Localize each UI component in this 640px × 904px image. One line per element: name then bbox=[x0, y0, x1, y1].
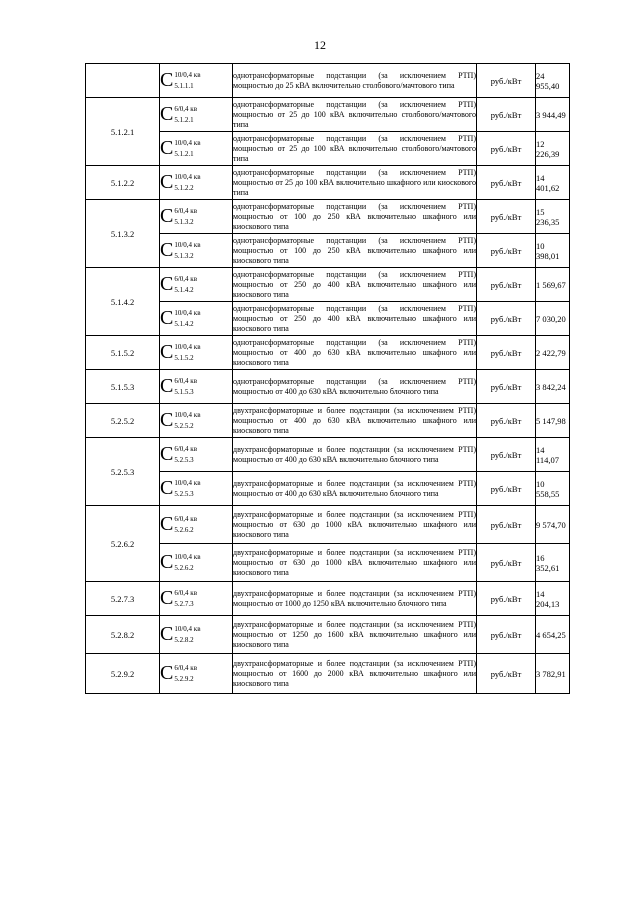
tariff-symbol bbox=[160, 444, 197, 465]
tariff-symbol bbox=[160, 104, 197, 125]
price-cell: 5 147,98 bbox=[536, 404, 570, 438]
symbol-letter: С bbox=[160, 307, 174, 330]
symbol-letter: С bbox=[160, 443, 174, 466]
symbol-voltage: 6/0,4 кв bbox=[174, 206, 197, 215]
table-row bbox=[86, 654, 570, 694]
symbol-voltage: 10/0,4 кв bbox=[174, 70, 201, 79]
tariff-symbol bbox=[160, 240, 201, 261]
price-cell: 2 422,79 bbox=[536, 336, 570, 370]
table-row bbox=[86, 336, 570, 370]
symbol-index: 5.1.1.1 bbox=[174, 81, 194, 90]
description-cell: однотрансформаторные подстанции (за исключением РТП) мощностью от 25 до 100 кВА включительно столбового/мачтового типа bbox=[233, 98, 477, 132]
symbol-cell bbox=[160, 98, 233, 132]
table-row bbox=[86, 370, 570, 404]
tariff-symbol bbox=[160, 274, 197, 295]
symbol-letter: С bbox=[160, 69, 174, 92]
unit-cell: руб./кВт bbox=[477, 268, 536, 302]
table-row bbox=[86, 616, 570, 654]
code-cell: 5.2.5.2 bbox=[86, 404, 160, 438]
code-cell: 5.1.3.2 bbox=[86, 200, 160, 268]
symbol-cell bbox=[160, 336, 233, 370]
description-cell: однотрансформаторные подстанции (за исключением РТП) мощностью от 25 до 100 кВА включительно столбового/мачтового типа bbox=[233, 132, 477, 166]
symbol-index: 5.2.5.2 bbox=[174, 421, 194, 430]
symbol-index: 5.1.4.2 bbox=[174, 285, 194, 294]
symbol-voltage: 6/0,4 кв bbox=[174, 274, 197, 283]
description-cell: однотрансформаторные подстанции (за исключением РТП) мощностью от 25 до 100 кВА включительно шкафного или киоскового типа bbox=[233, 166, 477, 200]
symbol-voltage: 10/0,4 кв bbox=[174, 172, 201, 181]
symbol-index: 5.2.8.2 bbox=[174, 635, 194, 644]
unit-cell: руб./кВт bbox=[477, 98, 536, 132]
symbol-cell bbox=[160, 654, 233, 694]
symbol-index: 5.2.5.3 bbox=[174, 489, 194, 498]
code-cell: 5.1.5.2 bbox=[86, 336, 160, 370]
description-cell: однотрансформаторные подстанции (за исключением РТП) мощностью от 400 до 630 кВА включительно блочного типа bbox=[233, 370, 477, 404]
description-cell: двухтрансформаторные и более подстанции (за исключением РТП) мощностью от 630 до 1000 кВА включительно шкафного или киоскового типа bbox=[233, 506, 477, 544]
table-row bbox=[86, 506, 570, 544]
symbol-voltage: 10/0,4 кв bbox=[174, 624, 201, 633]
description-cell: однотрансформаторные подстанции (за исключением РТП) мощностью от 400 до 630 кВА включительно шкафного или киоскового типа bbox=[233, 336, 477, 370]
symbol-letter: С bbox=[160, 341, 174, 364]
symbol-cell bbox=[160, 268, 233, 302]
tariff-symbol bbox=[160, 206, 197, 227]
symbol-letter: С bbox=[160, 137, 174, 160]
unit-cell: руб./кВт bbox=[477, 616, 536, 654]
symbol-index: 5.1.5.2 bbox=[174, 353, 194, 362]
table-row bbox=[86, 438, 570, 472]
symbol-letter: С bbox=[160, 239, 174, 262]
symbol-letter: С bbox=[160, 171, 174, 194]
symbol-cell bbox=[160, 582, 233, 616]
price-cell: 14 114,07 bbox=[536, 438, 570, 472]
symbol-voltage: 10/0,4 кв bbox=[174, 308, 201, 317]
symbol-voltage: 6/0,4 кв bbox=[174, 104, 197, 113]
table-row bbox=[86, 166, 570, 200]
symbol-cell bbox=[160, 616, 233, 654]
unit-cell: руб./кВт bbox=[477, 472, 536, 506]
symbol-cell bbox=[160, 544, 233, 582]
tariff-symbol bbox=[160, 552, 201, 573]
symbol-cell bbox=[160, 64, 233, 98]
unit-cell: руб./кВт bbox=[477, 438, 536, 472]
unit-cell: руб./кВт bbox=[477, 302, 536, 336]
description-cell: двухтрансформаторные и более подстанции (за исключением РТП) мощностью от 1600 до 2000 кВА включительно шкафного или киоскового типа bbox=[233, 654, 477, 694]
code-cell: 5.1.2.1 bbox=[86, 98, 160, 166]
description-cell: однотрансформаторные подстанции (за исключением РТП) мощностью от 100 до 250 кВА включительно шкафного или киоскового типа bbox=[233, 234, 477, 268]
symbol-voltage: 10/0,4 кв bbox=[174, 552, 201, 561]
unit-cell: руб./кВт bbox=[477, 544, 536, 582]
symbol-letter: С bbox=[160, 273, 174, 296]
code-cell bbox=[86, 64, 160, 98]
unit-cell: руб./кВт bbox=[477, 166, 536, 200]
symbol-cell bbox=[160, 370, 233, 404]
unit-cell: руб./кВт bbox=[477, 64, 536, 98]
symbol-voltage: 6/0,4 кв bbox=[174, 376, 197, 385]
symbol-letter: С bbox=[160, 375, 174, 398]
symbol-letter: С bbox=[160, 103, 174, 126]
unit-cell: руб./кВт bbox=[477, 582, 536, 616]
symbol-index: 5.1.5.3 bbox=[174, 387, 194, 396]
unit-cell: руб./кВт bbox=[477, 370, 536, 404]
symbol-index: 5.2.6.2 bbox=[174, 525, 194, 534]
symbol-voltage: 10/0,4 кв bbox=[174, 138, 201, 147]
symbol-index: 5.2.9.2 bbox=[174, 674, 194, 683]
code-cell: 5.1.4.2 bbox=[86, 268, 160, 336]
price-cell: 14 204,13 bbox=[536, 582, 570, 616]
description-cell: двухтрансформаторные и более подстанции (за исключением РТП) мощностью от 400 до 630 кВА включительно шкафного или киоскового типа bbox=[233, 404, 477, 438]
tariff-symbol bbox=[160, 70, 201, 91]
tariff-symbol bbox=[160, 478, 201, 499]
tariff-symbol bbox=[160, 342, 201, 363]
symbol-index: 5.1.3.2 bbox=[174, 251, 194, 260]
page-number: 12 bbox=[314, 38, 326, 52]
description-cell: однотрансформаторные подстанции (за исключением РТП) мощностью от 250 до 400 кВА включительно шкафного или киоскового типа bbox=[233, 302, 477, 336]
symbol-cell bbox=[160, 404, 233, 438]
symbol-voltage: 6/0,4 кв bbox=[174, 663, 197, 672]
symbol-letter: С bbox=[160, 477, 174, 500]
unit-cell: руб./кВт bbox=[477, 506, 536, 544]
symbol-index: 5.2.6.2 bbox=[174, 563, 194, 572]
code-cell: 5.2.7.3 bbox=[86, 582, 160, 616]
symbol-letter: С bbox=[160, 587, 174, 610]
code-cell: 5.2.6.2 bbox=[86, 506, 160, 582]
table-row bbox=[86, 200, 570, 234]
symbol-cell bbox=[160, 166, 233, 200]
unit-cell: руб./кВт bbox=[477, 404, 536, 438]
table-row bbox=[86, 582, 570, 616]
tariff-symbol bbox=[160, 514, 197, 535]
price-cell: 3 944,49 bbox=[536, 98, 570, 132]
symbol-index: 5.2.7.3 bbox=[174, 599, 194, 608]
description-cell: двухтрансформаторные и более подстанции (за исключением РТП) мощностью от 1250 до 1600 кВА включительно шкафного или киоскового типа bbox=[233, 616, 477, 654]
symbol-letter: С bbox=[160, 662, 174, 685]
price-cell: 3 842,24 bbox=[536, 370, 570, 404]
description-cell: двухтрансформаторные и более подстанции (за исключением РТП) мощностью от 1000 до 1250 кВА включительно блочного типа bbox=[233, 582, 477, 616]
tariff-symbol bbox=[160, 376, 197, 397]
description-cell: двухтрансформаторные и более подстанции (за исключением РТП) мощностью от 400 до 630 кВА включительно блочного типа bbox=[233, 472, 477, 506]
code-cell: 5.2.5.3 bbox=[86, 438, 160, 506]
tariff-symbol bbox=[160, 663, 197, 684]
symbol-voltage: 10/0,4 кв bbox=[174, 410, 201, 419]
symbol-voltage: 10/0,4 кв bbox=[174, 342, 201, 351]
symbol-cell bbox=[160, 472, 233, 506]
symbol-letter: С bbox=[160, 551, 174, 574]
price-cell: 10 558,55 bbox=[536, 472, 570, 506]
unit-cell: руб./кВт bbox=[477, 200, 536, 234]
price-cell: 4 654,25 bbox=[536, 616, 570, 654]
tariff-symbol bbox=[160, 410, 201, 431]
tariff-symbol bbox=[160, 172, 201, 193]
description-cell: однотрансформаторные подстанции (за исключением РТП) мощностью от 250 до 400 кВА включительно шкафного или киоскового типа bbox=[233, 268, 477, 302]
code-cell: 5.1.5.3 bbox=[86, 370, 160, 404]
price-cell: 15 236,35 bbox=[536, 200, 570, 234]
table-row bbox=[86, 268, 570, 302]
symbol-cell bbox=[160, 200, 233, 234]
unit-cell: руб./кВт bbox=[477, 654, 536, 694]
price-cell: 12 226,39 bbox=[536, 132, 570, 166]
symbol-index: 5.1.2.1 bbox=[174, 115, 194, 124]
unit-cell: руб./кВт bbox=[477, 234, 536, 268]
description-cell: однотрансформаторные подстанции (за исключением РТП) мощностью до 25 кВА включительно столбового/мачтового типа bbox=[233, 64, 477, 98]
price-cell: 1 569,67 bbox=[536, 268, 570, 302]
price-cell: 24 955,40 bbox=[536, 64, 570, 98]
symbol-cell bbox=[160, 506, 233, 544]
description-cell: двухтрансформаторные и более подстанции (за исключением РТП) мощностью от 630 до 1000 кВА включительно шкафного или киоскового типа bbox=[233, 544, 477, 582]
symbol-voltage: 6/0,4 кв bbox=[174, 588, 197, 597]
price-cell: 9 574,70 bbox=[536, 506, 570, 544]
tariff-table bbox=[85, 63, 570, 694]
symbol-index: 5.1.4.2 bbox=[174, 319, 194, 328]
symbol-cell bbox=[160, 302, 233, 336]
symbol-index: 5.1.3.2 bbox=[174, 217, 194, 226]
symbol-voltage: 10/0,4 кв bbox=[174, 240, 201, 249]
price-cell: 3 782,91 bbox=[536, 654, 570, 694]
table-row bbox=[86, 64, 570, 98]
symbol-letter: С bbox=[160, 409, 174, 432]
symbol-cell bbox=[160, 438, 233, 472]
description-cell: однотрансформаторные подстанции (за исключением РТП) мощностью от 100 до 250 кВА включительно шкафного или киоскового типа bbox=[233, 200, 477, 234]
tariff-symbol bbox=[160, 308, 201, 329]
code-cell: 5.1.2.2 bbox=[86, 166, 160, 200]
unit-cell: руб./кВт bbox=[477, 336, 536, 370]
price-cell: 7 030,20 bbox=[536, 302, 570, 336]
symbol-index: 5.1.2.1 bbox=[174, 149, 194, 158]
code-cell: 5.2.8.2 bbox=[86, 616, 160, 654]
symbol-voltage: 6/0,4 кв bbox=[174, 514, 197, 523]
symbol-letter: С bbox=[160, 623, 174, 646]
symbol-voltage: 10/0,4 кв bbox=[174, 478, 201, 487]
unit-cell: руб./кВт bbox=[477, 132, 536, 166]
tariff-symbol bbox=[160, 138, 201, 159]
price-cell: 16 352,61 bbox=[536, 544, 570, 582]
tariff-symbol bbox=[160, 588, 197, 609]
symbol-index: 5.1.2.2 bbox=[174, 183, 194, 192]
table-row bbox=[86, 98, 570, 132]
tariff-symbol bbox=[160, 624, 201, 645]
table-row bbox=[86, 404, 570, 438]
price-cell: 10 398,01 bbox=[536, 234, 570, 268]
description-cell: двухтрансформаторные и более подстанции (за исключением РТП) мощностью от 400 до 630 кВА включительно блочного типа bbox=[233, 438, 477, 472]
symbol-letter: С bbox=[160, 513, 174, 536]
price-cell: 14 401,62 bbox=[536, 166, 570, 200]
symbol-cell bbox=[160, 234, 233, 268]
symbol-voltage: 6/0,4 кв bbox=[174, 444, 197, 453]
symbol-letter: С bbox=[160, 205, 174, 228]
symbol-cell bbox=[160, 132, 233, 166]
code-cell: 5.2.9.2 bbox=[86, 654, 160, 694]
symbol-index: 5.2.5.3 bbox=[174, 455, 194, 464]
